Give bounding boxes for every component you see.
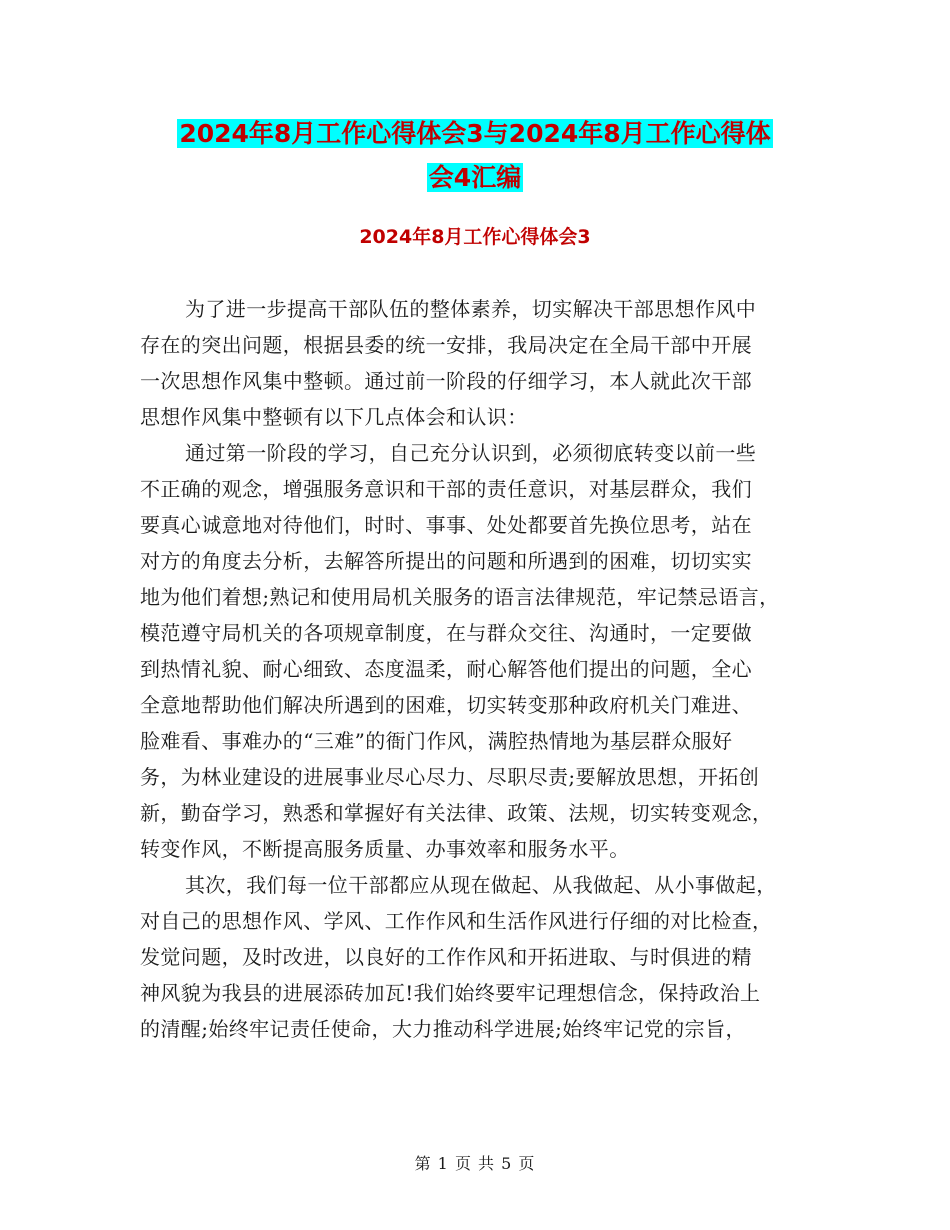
paragraph-line: 通过第一阶段的学习，自己充分认识到，必须彻底转变以前一些: [185, 441, 757, 465]
paragraph-line: 全意地帮助他们解决所遇到的困难，切实转变那种政府机关门难进、: [140, 693, 752, 717]
paragraph-line: 对方的角度去分析，去解答所提出的问题和所遇到的困难，切切实实: [140, 549, 752, 573]
paragraph-line: 神风貌为我县的进展添砖加瓦!我们始终要牢记理想信念，保持政治上: [140, 981, 761, 1005]
body-text: [140, 291, 820, 1047]
paragraph-line: 要真心诚意地对待他们，时时、事事、处处都要首先换位思考，站在: [140, 513, 752, 537]
paragraph-line: 的清醒;始终牢记责任使命，大力推动科学进展;始终牢记党的宗旨，: [140, 1017, 746, 1041]
paragraph-line: 到热情礼貌、耐心细致、态度温柔，耐心解答他们提出的问题，全心: [140, 657, 752, 681]
document-title-line-1: 2024年8月工作心得体会3与2024年8月工作心得体: [179, 119, 771, 148]
paragraph-line: 新，勤奋学习，熟悉和掌握好有关法律、政策、法规，切实转变观念，: [140, 801, 773, 825]
paragraph-line: 模范遵守局机关的各项规章制度，在与群众交往、沟通时，一定要做: [140, 621, 752, 645]
paragraph-line: 不正确的观念，增强服务意识和干部的责任意识，对基层群众，我们: [140, 477, 752, 501]
page-number-footer: 第 1 页 共 5 页: [414, 1154, 536, 1173]
paragraph-line: 其次，我们每一位干部都应从现在做起、从我做起、从小事做起，: [185, 873, 777, 897]
paragraph-line: 一次思想作风集中整顿。通过前一阶段的仔细学习，本人就此次干部: [140, 369, 752, 393]
paragraph-line: 思想作风集中整顿有以下几点体会和认识：: [140, 405, 528, 429]
section-title: 2024年8月工作心得体会3: [359, 226, 591, 248]
document-title-line-2: 会4汇编: [428, 163, 522, 192]
paragraph-line: 对自己的思想作风、学风、工作作风和生活作风进行仔细的对比检查，: [140, 909, 773, 933]
paragraph-line: 务，为林业建设的进展事业尽心尽力、尽职尽责;要解放思想，开拓创: [140, 765, 760, 789]
paragraph-line: 为了进一步提高干部队伍的整体素养，切实解决干部思想作风中: [185, 297, 757, 321]
paragraph-line: 地为他们着想;熟记和使用局机关服务的语言法律规范，牢记禁忌语言，: [140, 585, 780, 609]
paragraph-line: 发觉问题，及时改进，以良好的工作作风和开拓进取、与时俱进的精: [140, 945, 752, 969]
paragraph-line: 脸难看、事难办的“三难”的衙门作风，满腔热情地为基层群众服好: [140, 729, 733, 753]
paragraph-line: 转变作风，不断提高服务质量、办事效率和服务水平。: [140, 837, 630, 861]
paragraph-line: 存在的突出问题，根据县委的统一安排，我局决定在全局干部中开展: [140, 333, 752, 357]
